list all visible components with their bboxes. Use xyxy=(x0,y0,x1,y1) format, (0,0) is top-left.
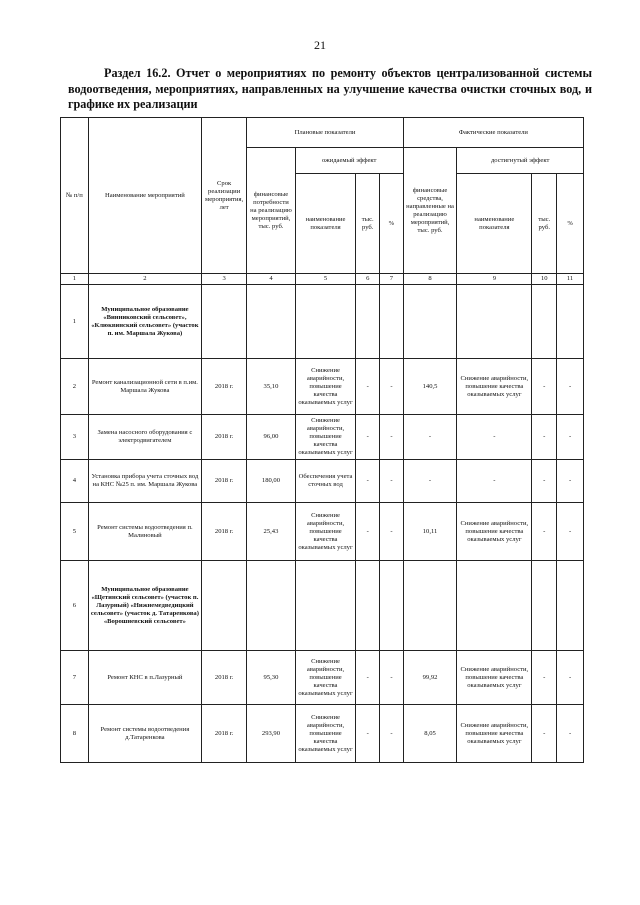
col-number: 6 xyxy=(356,274,380,285)
row-number: 7 xyxy=(61,651,89,705)
col-number: 3 xyxy=(202,274,247,285)
row-plan-pct: - xyxy=(380,460,404,503)
row-fact-fin xyxy=(403,561,457,651)
row-plan-pct: - xyxy=(380,415,404,460)
section-heading: Раздел 16.2. Отчет о мероприятиях по ремонту объектов централизованной системы водоотведения, мероприятиях, направленных на улучшение качества очистки сточных вод, и графике их реализации xyxy=(68,66,592,111)
row-fact-pct xyxy=(557,285,584,359)
row-fact-fin: 99,92 xyxy=(403,651,457,705)
col-number: 8 xyxy=(403,274,457,285)
row-plan-rub: - xyxy=(356,415,380,460)
row-plan-fin: 25,43 xyxy=(247,503,295,561)
row-name: Ремонт КНС в п.Лазурный xyxy=(88,651,201,705)
row-plan-pct: - xyxy=(380,359,404,415)
row-fact-effect: - xyxy=(457,415,532,460)
report-table xyxy=(60,117,584,763)
row-fact-rub: - xyxy=(532,415,557,460)
row-term: 2018 г. xyxy=(202,460,247,503)
row-plan-effect: Снижение аварийности, повышение качества оказываемых услуг xyxy=(295,503,356,561)
row-name: Ремонт системы водоотведения п. Малиновый xyxy=(88,503,201,561)
row-fact-fin xyxy=(403,285,457,359)
table-row xyxy=(61,705,584,763)
col-number: 11 xyxy=(557,274,584,285)
row-term xyxy=(202,561,247,651)
row-plan-effect xyxy=(295,561,356,651)
row-number: 1 xyxy=(61,285,89,359)
row-fact-pct: - xyxy=(557,460,584,503)
row-term: 2018 г. xyxy=(202,359,247,415)
row-fact-effect xyxy=(457,561,532,651)
row-plan-pct: - xyxy=(380,705,404,763)
table-row xyxy=(61,415,584,460)
header-indicator-name-2: наименование показателя xyxy=(457,174,532,274)
header-thousand-rub-2: тыс. руб. xyxy=(532,174,557,274)
table-row xyxy=(61,561,584,651)
row-term: 2018 г. xyxy=(202,651,247,705)
header-num: № п/п xyxy=(61,118,89,274)
row-fact-fin: 10,11 xyxy=(403,503,457,561)
row-fact-pct xyxy=(557,561,584,651)
row-term: 2018 г. xyxy=(202,705,247,763)
row-fact-effect: Снижение аварийности, повышение качества оказываемых услуг xyxy=(457,503,532,561)
row-fact-effect: Снижение аварийности, повышение качества оказываемых услуг xyxy=(457,705,532,763)
row-plan-effect xyxy=(295,285,356,359)
col-number: 10 xyxy=(532,274,557,285)
row-plan-fin: 180,00 xyxy=(247,460,295,503)
row-name: Ремонт системы водоотведения д.Татаренкова xyxy=(88,705,201,763)
col-number: 5 xyxy=(295,274,356,285)
row-number: 6 xyxy=(61,561,89,651)
row-fact-pct: - xyxy=(557,503,584,561)
row-number: 8 xyxy=(61,705,89,763)
row-plan-rub xyxy=(356,285,380,359)
row-fact-pct: - xyxy=(557,651,584,705)
row-name: Муниципальное образование «Винниковский сельсовет», «Клюквинский сельсовет» (участок п. им. Маршала Жукова) xyxy=(88,285,201,359)
column-number-row xyxy=(61,274,584,285)
row-number: 3 xyxy=(61,415,89,460)
col-number: 1 xyxy=(61,274,89,285)
row-number: 5 xyxy=(61,503,89,561)
row-plan-effect: Обеспечения учета сточных вод xyxy=(295,460,356,503)
row-fact-pct: - xyxy=(557,415,584,460)
row-number: 4 xyxy=(61,460,89,503)
row-plan-fin: 95,30 xyxy=(247,651,295,705)
header-percent-2: % xyxy=(557,174,584,274)
table-row xyxy=(61,285,584,359)
table-row xyxy=(61,359,584,415)
row-fact-rub: - xyxy=(532,651,557,705)
row-plan-rub xyxy=(356,561,380,651)
row-plan-effect: Снижение аварийности, повышение качества оказываемых услуг xyxy=(295,651,356,705)
row-fact-effect: - xyxy=(457,460,532,503)
table-row xyxy=(61,651,584,705)
row-plan-fin xyxy=(247,285,295,359)
row-plan-fin xyxy=(247,561,295,651)
row-plan-effect: Снижение аварийности, повышение качества оказываемых услуг xyxy=(295,415,356,460)
col-number: 2 xyxy=(88,274,201,285)
row-plan-effect: Снижение аварийности, повышение качества оказываемых услуг xyxy=(295,359,356,415)
row-fact-rub xyxy=(532,561,557,651)
row-fact-effect: Снижение аварийности, повышение качества оказываемых услуг xyxy=(457,359,532,415)
header-planned: Плановые показатели xyxy=(247,118,403,148)
header-achieved-effect: достигнутый эффект xyxy=(457,148,584,174)
row-fact-effect xyxy=(457,285,532,359)
row-plan-pct xyxy=(380,285,404,359)
row-name: Установка прибора учета сточных вод на КНС №25 п. им. Маршала Жукова xyxy=(88,460,201,503)
row-fact-rub: - xyxy=(532,503,557,561)
header-indicator-name: наименование показателя xyxy=(295,174,356,274)
col-number: 7 xyxy=(380,274,404,285)
row-plan-rub: - xyxy=(356,460,380,503)
header-actual-fin: финансовые средства, направленные на реализацию мероприятий, тыс. руб. xyxy=(403,148,457,274)
row-fact-pct: - xyxy=(557,705,584,763)
row-plan-rub: - xyxy=(356,359,380,415)
row-plan-rub: - xyxy=(356,705,380,763)
header-percent: % xyxy=(380,174,404,274)
row-fact-fin: - xyxy=(403,460,457,503)
row-term: 2018 г. xyxy=(202,503,247,561)
col-number: 4 xyxy=(247,274,295,285)
row-plan-effect: Снижение аварийности, повышение качества оказываемых услуг xyxy=(295,705,356,763)
row-plan-pct: - xyxy=(380,651,404,705)
row-plan-fin: 96,00 xyxy=(247,415,295,460)
row-fact-rub xyxy=(532,285,557,359)
row-plan-fin: 293,90 xyxy=(247,705,295,763)
header-thousand-rub: тыс. руб. xyxy=(356,174,380,274)
row-fact-fin: 8,05 xyxy=(403,705,457,763)
row-term: 2018 г. xyxy=(202,415,247,460)
row-fact-fin: 140,5 xyxy=(403,359,457,415)
row-fact-rub: - xyxy=(532,359,557,415)
header-term: Срок реализации мероприятия, лет xyxy=(202,118,247,274)
row-plan-fin: 35,10 xyxy=(247,359,295,415)
row-plan-pct: - xyxy=(380,503,404,561)
col-number: 9 xyxy=(457,274,532,285)
row-fact-pct: - xyxy=(557,359,584,415)
header-actual: Фактические показатели xyxy=(403,118,583,148)
row-plan-rub: - xyxy=(356,651,380,705)
table-row xyxy=(61,460,584,503)
header-planned-fin: финансовые потребности на реализацию мероприятий, тыс. руб. xyxy=(247,148,295,274)
row-name: Ремонт канализационной сети в п.им. Маршала Жукова xyxy=(88,359,201,415)
row-plan-rub: - xyxy=(356,503,380,561)
row-fact-rub: - xyxy=(532,460,557,503)
header-name: Наименование мероприятий xyxy=(88,118,201,274)
row-term xyxy=(202,285,247,359)
row-fact-effect: Снижение аварийности, повышение качества оказываемых услуг xyxy=(457,651,532,705)
row-fact-fin: - xyxy=(403,415,457,460)
row-fact-rub: - xyxy=(532,705,557,763)
header-expected-effect: ожидаемый эффект xyxy=(295,148,403,174)
table-row xyxy=(61,503,584,561)
page-number: 21 xyxy=(314,38,326,52)
row-number: 2 xyxy=(61,359,89,415)
row-name: Замена насосного оборудования с электродвигателем xyxy=(88,415,201,460)
row-plan-pct xyxy=(380,561,404,651)
row-name: Муниципальное образование «Щетинский сельсовет» (участок п. Лазурный) «Нижнемедведицкий сельсовет» (участок д. Татаренкова) «Ворошневский сельсовет» xyxy=(88,561,201,651)
